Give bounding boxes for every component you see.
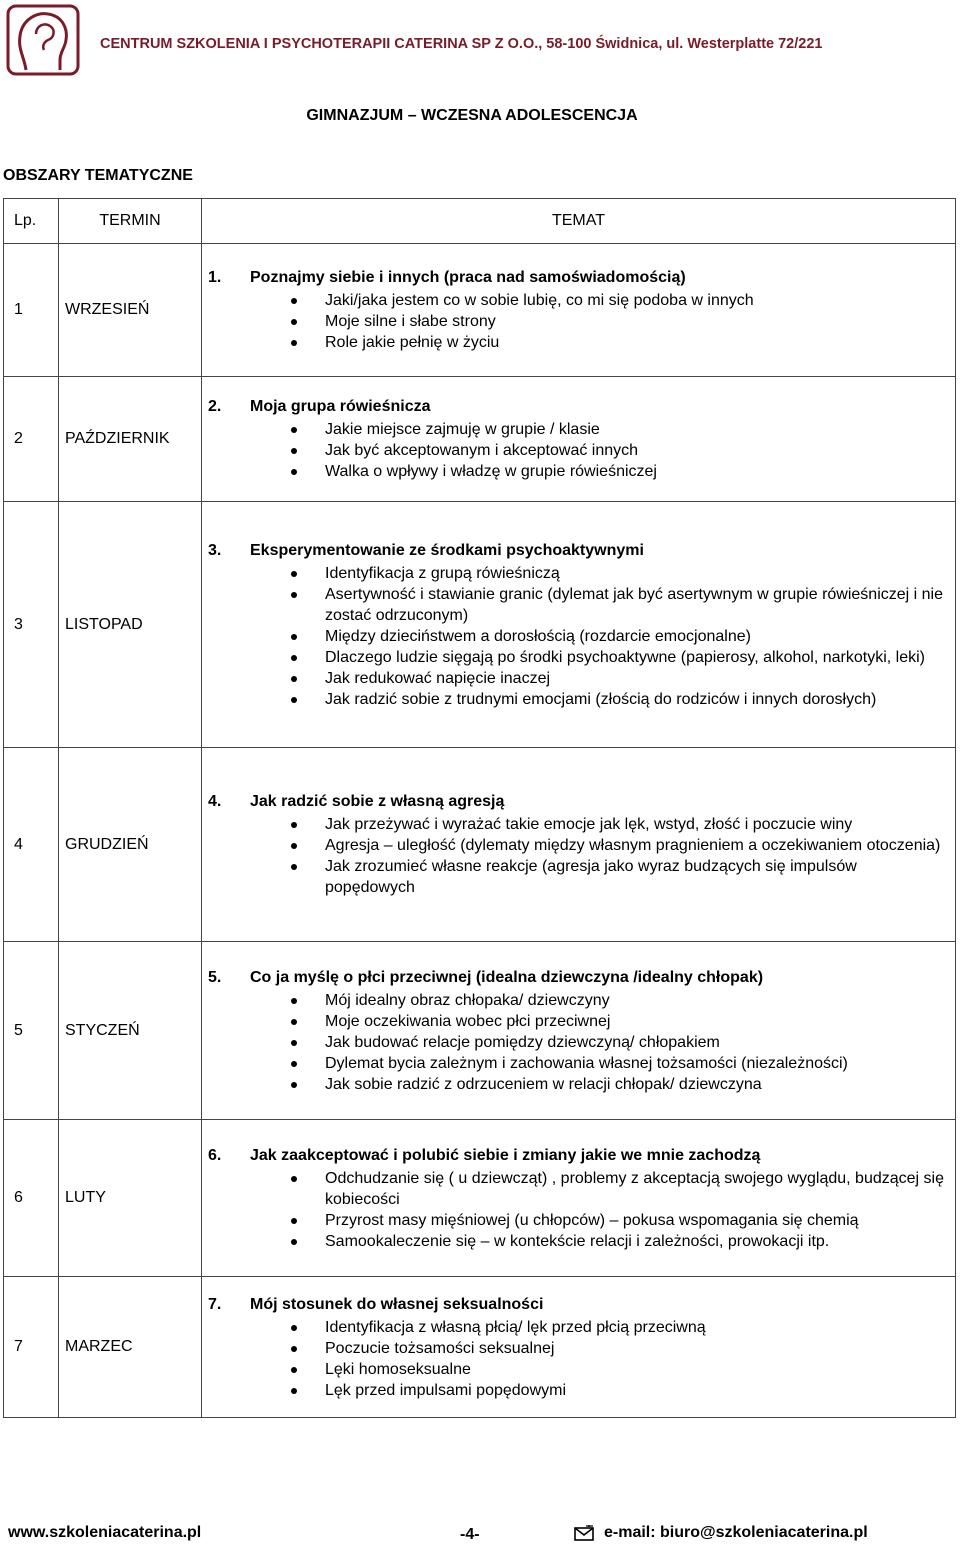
list-item: Dylemat bycia zależnym i zachowania własnej tożsamości (niezależności) bbox=[325, 1053, 947, 1074]
list-item: Walka o wpływy i władzę w grupie rówieśniczej bbox=[325, 461, 947, 482]
table-header-row bbox=[4, 199, 956, 244]
topic-number: 5. bbox=[208, 968, 222, 986]
topic-title-text: Co ja myślę o płci przeciwnej (idealna dziewczyna /idealny chłopak) bbox=[250, 968, 764, 986]
table-row bbox=[4, 748, 956, 942]
row-topic bbox=[202, 377, 956, 502]
table-row bbox=[4, 377, 956, 502]
table-row bbox=[4, 244, 956, 377]
topic-number: 4. bbox=[208, 793, 222, 810]
table-row bbox=[4, 942, 956, 1120]
topic-items bbox=[208, 419, 947, 482]
page-number: -4- bbox=[460, 1526, 480, 1543]
list-item: Identyfikacja z własną płcią/ lęk przed płcią przeciwną bbox=[325, 1317, 947, 1338]
list-item: Poczucie tożsamości seksualnej bbox=[325, 1338, 947, 1359]
list-item: Identyfikacja z grupą rówieśniczą bbox=[325, 563, 947, 584]
topic-items bbox=[208, 1317, 947, 1401]
topic-items bbox=[208, 290, 947, 353]
row-topic bbox=[202, 942, 956, 1120]
topics-table bbox=[3, 198, 956, 1418]
topic-title-text: Mój stosunek do własnej seksualności bbox=[250, 1295, 544, 1313]
list-item: Samookaleczenie się – w kontekście relacji i zależności, prowokacji itp. bbox=[325, 1231, 947, 1252]
topic-items bbox=[208, 563, 947, 710]
list-item: Role jakie pełnię w życiu bbox=[325, 332, 947, 353]
head-profile-logo bbox=[6, 4, 80, 76]
header-topic: TEMAT bbox=[202, 199, 956, 244]
topic-title-text: Eksperymentowanie ze środkami psychoaktywnymi bbox=[250, 541, 644, 559]
row-topic bbox=[202, 502, 956, 748]
row-month: MARZEC bbox=[59, 1277, 202, 1418]
topic-number: 2. bbox=[208, 398, 222, 415]
list-item: Jak budować relacje pomiędzy dziewczyną/ chłopakiem bbox=[325, 1032, 947, 1053]
envelope-icon bbox=[574, 1525, 594, 1541]
footer-email[interactable] bbox=[574, 1524, 868, 1542]
topic-items bbox=[208, 814, 947, 898]
topic-title bbox=[208, 967, 947, 988]
row-month: LISTOPAD bbox=[59, 502, 202, 748]
row-number: 6 bbox=[4, 1120, 59, 1277]
topic-items bbox=[208, 1168, 947, 1252]
topic-title-text: Jak zaakceptować i polubić siebie i zmiany jakie we mnie zachodzą bbox=[250, 1146, 761, 1164]
list-item: Moje silne i słabe strony bbox=[325, 311, 947, 332]
topic-title bbox=[208, 1145, 947, 1166]
row-number: 1 bbox=[4, 244, 59, 377]
topic-number: 7. bbox=[208, 1295, 222, 1313]
row-month: LUTY bbox=[59, 1120, 202, 1277]
topic-title bbox=[208, 540, 947, 561]
row-month: STYCZEŃ bbox=[59, 942, 202, 1120]
footer-email-text: e-mail: biuro@szkoleniacaterina.pl bbox=[604, 1524, 868, 1541]
list-item: Odchudzanie się ( u dziewcząt) , problemy z akceptacją swojego wyglądu, budzącej się kobiecości bbox=[325, 1168, 947, 1210]
list-item: Moje oczekiwania wobec płci przeciwnej bbox=[325, 1011, 947, 1032]
list-item: Jak zrozumieć własne reakcje (agresja jako wyraz budzących się impulsów popędowych bbox=[325, 856, 947, 898]
topic-number: 6. bbox=[208, 1146, 222, 1164]
row-month: PAŹDZIERNIK bbox=[59, 377, 202, 502]
row-number: 7 bbox=[4, 1277, 59, 1418]
row-number: 3 bbox=[4, 502, 59, 748]
list-item: Jak sobie radzić z odrzuceniem w relacji chłopak/ dziewczyna bbox=[325, 1074, 947, 1095]
row-topic bbox=[202, 748, 956, 942]
list-item: Dlaczego ludzie sięgają po środki psychoaktywne (papierosy, alkohol, narkotyki, leki) bbox=[325, 647, 947, 668]
list-item: Jaki/jaka jestem co w sobie lubię, co mi się podoba w innych bbox=[325, 290, 947, 311]
table-row bbox=[4, 502, 956, 748]
table-row bbox=[4, 1120, 956, 1277]
topic-title-text: Jak radzić sobie z własną agresją bbox=[250, 793, 505, 810]
list-item: Jak radzić sobie z trudnymi emocjami (złością do rodziców i innych dorosłych) bbox=[325, 689, 947, 710]
list-item: Lęk przed impulsami popędowymi bbox=[325, 1380, 947, 1401]
list-item: Agresja – uległość (dylematy między własnym pragnieniem a oczekiwaniem otoczenia) bbox=[325, 835, 947, 856]
topic-title bbox=[208, 1294, 947, 1315]
section-title: OBSZARY TEMATYCZNE bbox=[3, 167, 193, 184]
topic-number: 3. bbox=[208, 541, 222, 559]
topic-number: 1. bbox=[208, 269, 222, 286]
list-item: Jak redukować napięcie inaczej bbox=[325, 668, 947, 689]
list-item: Jak być akceptowanym i akceptować innych bbox=[325, 440, 947, 461]
row-month: GRUDZIEŃ bbox=[59, 748, 202, 942]
row-number: 4 bbox=[4, 748, 59, 942]
footer-website-link[interactable]: www.szkoleniacaterina.pl bbox=[8, 1524, 202, 1541]
row-topic bbox=[202, 244, 956, 377]
list-item: Jakie miejsce zajmuję w grupie / klasie bbox=[325, 419, 947, 440]
list-item: Asertywność i stawianie granic (dylemat jak być asertywnym w grupie rówieśniczej i nie zostać odrzuconym) bbox=[325, 584, 947, 626]
row-number: 5 bbox=[4, 942, 59, 1120]
list-item: Między dzieciństwem a dorosłością (rozdarcie emocjonalne) bbox=[325, 626, 947, 647]
list-item: Przyrost masy mięśniowej (u chłopców) – pokusa wspomagania się chemią bbox=[325, 1210, 947, 1231]
topic-title bbox=[208, 396, 947, 417]
table-body bbox=[4, 244, 956, 1418]
list-item: Mój idealny obraz chłopaka/ dziewczyny bbox=[325, 990, 947, 1011]
row-number: 2 bbox=[4, 377, 59, 502]
row-topic bbox=[202, 1277, 956, 1418]
table-row bbox=[4, 1277, 956, 1418]
row-month: WRZESIEŃ bbox=[59, 244, 202, 377]
topic-title bbox=[208, 267, 947, 288]
header-lp: Lp. bbox=[4, 199, 59, 244]
organization-header: CENTRUM SZKOLENIA I PSYCHOTERAPII CATERINA SP Z O.O., 58-100 Świdnica, ul. Westerplatte 72/221 bbox=[100, 36, 823, 52]
topic-title-text: Poznajmy siebie i innych (praca nad samoświadomością) bbox=[250, 269, 686, 286]
topic-title-text: Moja grupa rówieśnicza bbox=[250, 398, 431, 415]
list-item: Jak przeżywać i wyrażać takie emocje jak lęk, wstyd, złość i poczucie winy bbox=[325, 814, 947, 835]
row-topic bbox=[202, 1120, 956, 1277]
footer bbox=[0, 1524, 960, 1546]
topic-title bbox=[208, 791, 947, 812]
document-title: GIMNAZJUM – WCZESNA ADOLESCENCJA bbox=[306, 107, 638, 124]
list-item: Lęki homoseksualne bbox=[325, 1359, 947, 1380]
header-term: TERMIN bbox=[99, 212, 161, 229]
topic-items bbox=[208, 990, 947, 1095]
